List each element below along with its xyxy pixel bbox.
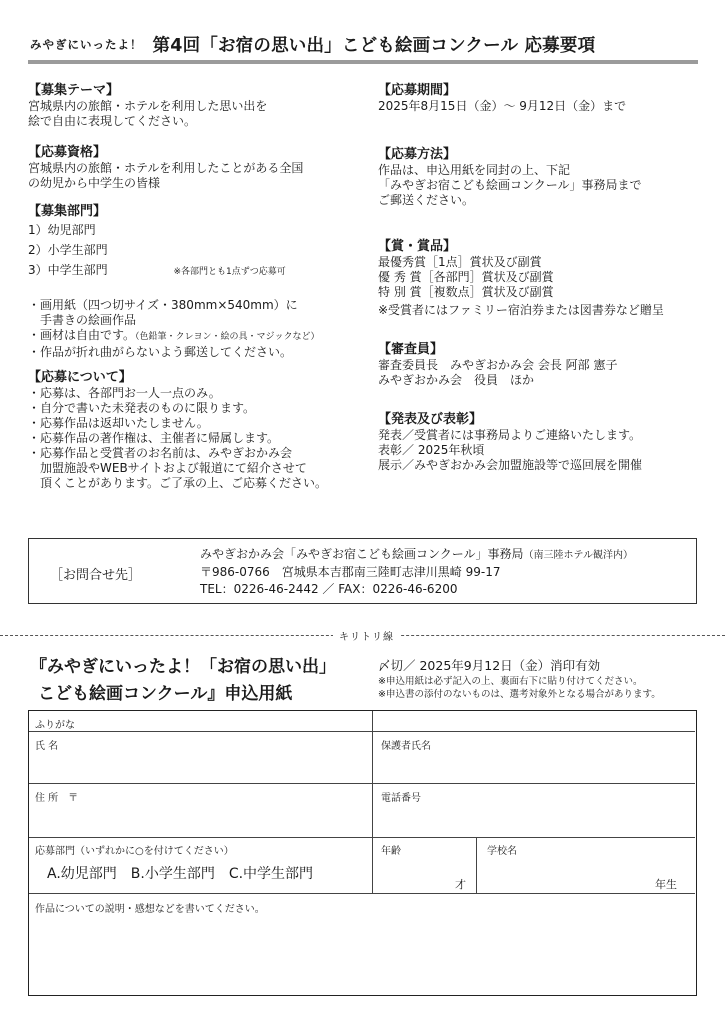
phone-label: 電話番号 [381, 793, 421, 804]
division-item: 2）小学生部門 [28, 243, 108, 257]
prizes-heading: 【賞・賞品】 [378, 239, 457, 254]
about-line: 頂くことがあります。ご了承の上、ご応募ください。 [40, 476, 328, 490]
form-title-line: こども絵画コンクール』申込用紙 [38, 684, 293, 704]
about-line: 加盟施設やWEBサイトおよび報道にて紹介させて [40, 461, 307, 475]
contact-org-note: （南三陸ホテル観洋内） [523, 550, 634, 561]
prize-line: 優 秀 賞［各部門］賞状及び副賞 [378, 270, 554, 284]
school-label: 学校名 [487, 846, 517, 857]
about-line: ・自分で書いた未発表のものに限ります。 [28, 401, 256, 415]
age-unit: 才 [455, 878, 466, 891]
header-small-title: みやぎにいったよ！ [30, 37, 143, 52]
division-item: 1）幼児部門 [28, 223, 96, 237]
judges-line: 審査委員長 みやぎおかみ会 会長 阿部 憲子 [378, 358, 618, 372]
header-rule [28, 60, 698, 64]
guardian-field[interactable] [373, 732, 695, 783]
prize-note: ※受賞者にはファミリー宿泊券または図書券など贈呈 [378, 303, 664, 317]
division-item-row [28, 260, 358, 282]
theme-heading: 【募集テーマ】 [28, 83, 120, 98]
cut-line-label: キリトリ線 [333, 628, 400, 643]
address-field[interactable] [29, 784, 371, 837]
comments-field[interactable] [29, 911, 695, 994]
eligibility-line: の幼児から中学生の皆様 [28, 176, 161, 190]
contact-label: ［お問合せ先］ [50, 568, 142, 583]
form-title [30, 654, 336, 708]
judges-line: みやぎおかみ会 役員 ほか [378, 373, 535, 387]
left-column [28, 82, 358, 491]
furigana-label: ふりがな [35, 720, 75, 731]
materials-section [28, 298, 358, 360]
comments-label: 作品についての説明・感想などを書いてください。 [35, 904, 265, 915]
theme-section [28, 82, 358, 129]
method-section [378, 146, 698, 208]
prizes-section [378, 238, 698, 318]
prize-line: 最優秀賞［1点］賞状及び副賞 [378, 255, 542, 269]
divisions-note: ※各部門とも1点ずつ応募可 [173, 267, 286, 277]
deadline: 〆切／ 2025年9月12日（金）消印有効 [378, 658, 601, 673]
deadline-note: ※申込用紙は必ず記入の上、裏面右下に貼り付けてください。 [378, 676, 643, 687]
name-label: 氏 名 [35, 741, 59, 752]
about-line: ・応募は、各部門お一人一点のみ。 [28, 386, 221, 400]
method-line: ご郵送ください。 [378, 193, 475, 207]
theme-line: 絵で自由に表現してください。 [28, 114, 197, 128]
method-line: 作品は、申込用紙を同封の上、下記 [378, 163, 571, 177]
announce-line: 表彰／ 2025年秋頃 [378, 443, 485, 457]
announce-heading: 【発表及び表彰】 [378, 412, 483, 427]
contact-org: みやぎおかみ会「みやぎお宿こども絵画コンクール」事務局 [200, 547, 524, 561]
prize-line: 特 別 賞［複数点］賞状及び副賞 [378, 285, 554, 299]
materials-note: （色鉛筆・クレヨン・絵の具・マジックなど） [135, 332, 320, 342]
theme-line: 宮城県内の旅館・ホテルを利用した思い出を [28, 99, 268, 113]
about-line: ・応募作品の著作権は、主催者に帰属します。 [28, 431, 280, 445]
about-section [28, 369, 358, 491]
grade-unit: 年生 [655, 878, 677, 891]
guardian-label: 保護者氏名 [381, 741, 431, 752]
age-label: 年齢 [381, 846, 401, 857]
judges-section [378, 341, 698, 388]
announce-line: 展示／みやぎおかみ会加盟施設等で巡回展を開催 [378, 458, 643, 472]
materials-line-row [28, 328, 358, 345]
announce-line: 発表／受賞者には事務局よりご連絡いたします。 [378, 428, 642, 442]
period-heading: 【応募期間】 [378, 83, 457, 98]
division-label: 応募部門（いずれかに○を付けてください） [35, 846, 234, 857]
contact-details [200, 546, 633, 598]
materials-line: ・画用紙（四つ切サイズ・380mm×540mm）に [28, 298, 298, 312]
about-line: ・応募作品は返却いたしません。 [28, 416, 209, 430]
page-title: 第4回「お宿の思い出」こども絵画コンクール 応募要項 [152, 36, 596, 56]
address-label: 住 所 〒 [35, 793, 79, 804]
furigana-field[interactable] [99, 711, 371, 731]
contact-tel: TEL：0226-46-2442 ／ FAX：0226-46-6200 [200, 582, 458, 596]
judges-heading: 【審査員】 [378, 342, 444, 357]
divisions-section [28, 203, 358, 282]
method-line: 「みやぎお宿こども絵画コンクール」事務局まで [378, 178, 642, 192]
contact-org-row [200, 546, 633, 564]
right-column [378, 82, 698, 473]
form-rule [29, 893, 695, 894]
page-header [30, 32, 700, 57]
about-heading: 【応募について】 [28, 370, 132, 385]
form-title-line: 『みやぎにいったよ！「お宿の思い出」 [30, 657, 336, 677]
materials-line: ・作品が折れ曲がらないよう郵送してください。 [28, 345, 293, 359]
materials-line: 手書きの絵画作品 [40, 313, 137, 327]
name-field[interactable] [29, 732, 371, 783]
period-line: 2025年8月15日（金）～ 9月12日（金）まで [378, 99, 627, 113]
deadline-note: ※申込書の添付のないものは、選考対象外となる場合があります。 [378, 689, 661, 700]
phone-field[interactable] [373, 784, 695, 837]
eligibility-line: 宮城県内の旅館・ホテルを利用したことがある全国 [28, 161, 304, 175]
division-item: 3）中学生部門 [28, 263, 108, 277]
eligibility-section [28, 144, 358, 191]
method-heading: 【応募方法】 [378, 147, 457, 162]
eligibility-heading: 【応募資格】 [28, 145, 107, 160]
divisions-heading: 【募集部門】 [28, 204, 107, 219]
furigana-field-guardian[interactable] [373, 711, 695, 731]
division-options[interactable]: A.幼児部門 B.小学生部門 C.中学生部門 [47, 866, 314, 882]
application-form [28, 710, 697, 996]
period-section [378, 82, 698, 114]
contact-address: 〒986-0766 宮城県本吉郡南三陸町志津川黒崎 99-17 [200, 565, 501, 579]
announce-section [378, 411, 698, 473]
about-line: ・応募作品と受賞者のお名前は、みやぎおかみ会 [28, 446, 293, 460]
materials-line: ・画材は自由です。 [28, 328, 136, 342]
